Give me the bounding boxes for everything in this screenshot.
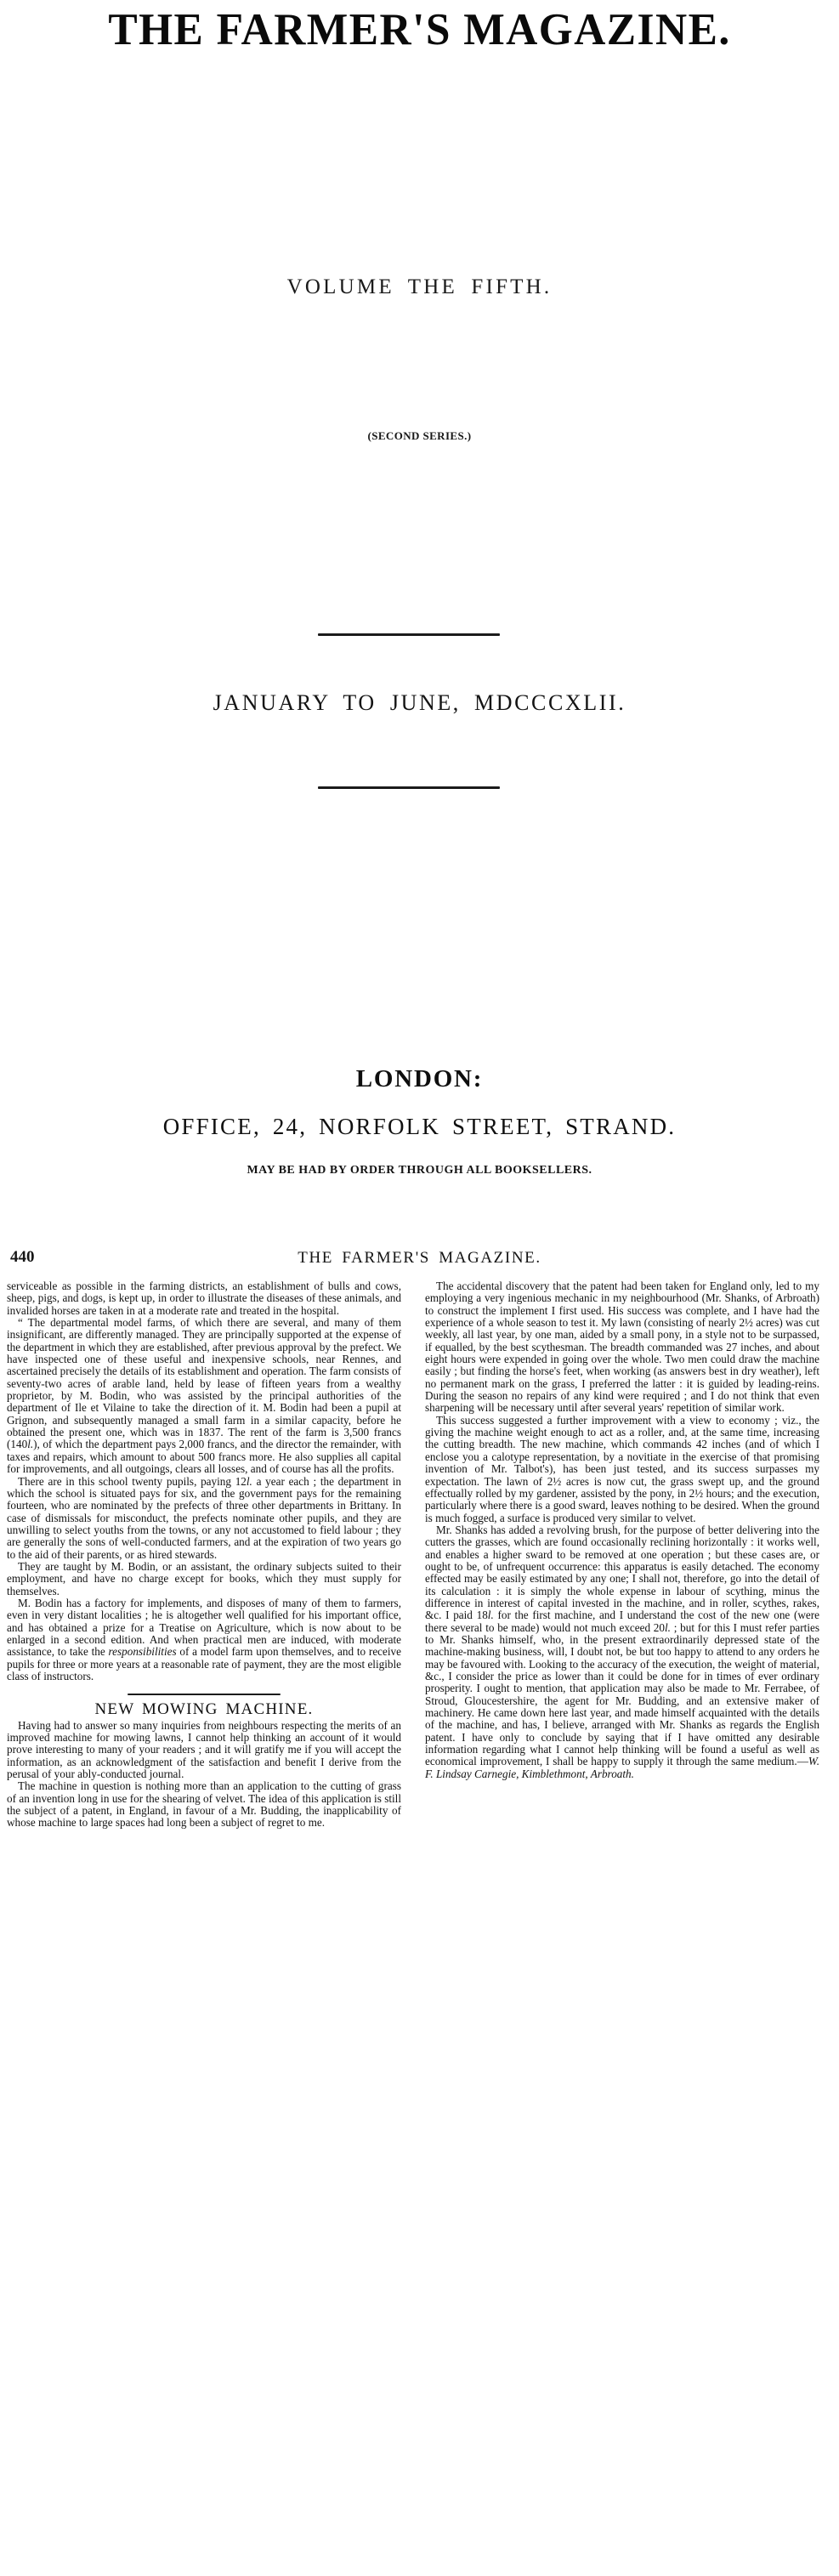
title-page-section	[0, 0, 839, 1243]
body-paragraph: “ The departmental model farms, of which there are several, and many of them insignificant, are differently managed. They are principally supported at the expense of the department in which they are established, after previous approval by the prefect. We have inspected one of these useful and inexpensive schools, near Rennes, and ascertained precisely the details of its establishment and operation. The farm consists of seventy-two acres of arable land, held by lease of fifteen years from a wealthy proprietor, by M. Bodin, who was assisted by the principal authorities of the department of Ile et Vilaine to take the direction of it. M. Bodin had been a pupil at Grignon, and subsequently managed a small farm in a similar capacity, before he obtained the present one, which was in 1837. The rent of the farm is 3,500 francs (140l.), of which the department pays 2,000 francs, and the director the remainder, with taxes and repairs, which amount to about 500 francs more. He also supplies all capital for improvements, and all outgoings, clears all losses, and of course has all the profits.	[7, 1316, 401, 1476]
date-range-statement: JANUARY TO JUNE, MDCCCXLII.	[213, 690, 626, 715]
body-paragraph: Mr. Shanks has added a revolving brush, for the purpose of better delivering into the cutters the grasses, which are found occasionally reclining horizontally : it works well, and enables a higher sward to be removed at one operation ; but these cases are, or ought to be, of unfrequent occurrence: this apparatus is easily detached. The economy effected may be easily estimated by any one; I shall not, therefore, go into the detail of its calculation : it is simply the whole expense in labour of scything, minus the difference in interest of capital invested in the machine, and in roller, scythes, rakes, &c. I paid 18l. for the first machine, and I understand the cost of the new one (were there several to be made) would not much exceed 20l. ; but for this I must refer parties to Mr. Shanks himself, who, in the present extraordinarily depressed state of the machine-making business, will, I doubt not, be but too happy to attend to any orders he may be favoured with. Looking to the accuracy of the execution, the weight of material, &c., I consider the price as lower than it could be done for in times of ever ordinary prosperity. I ought to mention, that application may also be made to Mr. Ferrabee, of Stroud, Gloucestershire, the agent for Mr. Budding, and an extensive maker of machinery. He came down here last year, and made himself acquainted with the details of the machine, and has, I believe, arranged with Mr. Shanks as regards the English patent. I have only to conclude by saying that if I have omitted any desirable information regarding what I cannot help thinking will be found a useful as well as economical improvement, I shall be happy to supply it through the same medium.—W. F. Lindsay Carnegie, Kimblethmont, Arbroath.	[425, 1523, 819, 1780]
body-paragraph: serviceable as possible in the farming districts, an establishment of bulls and cows, sheep, pigs, and dogs, is kept up, in order to illustrate the diseases of these animals, and invalided horses are taken in at a moderate rate and treated in the hospital.	[7, 1279, 401, 1317]
imprint-address: OFFICE, 24, NORFOLK STREET, STRAND.	[162, 1114, 677, 1139]
body-paragraph: They are taught by M. Bodin, or an assistant, the ordinary subjects suited to their employment, and have no charge except for books, which they must supply for themselves.	[7, 1559, 401, 1597]
decorative-rule-upper	[318, 633, 500, 636]
section-divider-rule	[128, 1694, 281, 1695]
body-paragraph: M. Bodin has a factory for implements, and disposes of many of them to farmers, even in very distant localities ; he is altogether well qualified for his important office, and has obtained a prize for a Treatise on Agriculture, which is now about to be enlarged in a second edition. And when practical men are induced, with moderate assistance, to take the responsibilities of a model farm upon themselves, and to receive pupils for three or more years at a reasonable rate of payment, they are the most eligible class of instructors.	[7, 1596, 401, 1682]
decorative-rule-lower	[318, 786, 500, 789]
body-paragraph: Having had to answer so many inquiries from neighbours respecting the merits of an improved machine for mowing lawns, I cannot help thinking an account of it would prove interesting to many of your readers ; and it will gratify me if you will accept the information, as an acknowledgment of the satisfaction and benefit I derive from the perusal of your ably-conducted journal.	[7, 1718, 401, 1781]
imprint-city: LONDON:	[355, 1065, 484, 1092]
imprint-booksellers-note: MAY BE HAD BY ORDER THROUGH ALL BOOKSELLERS.	[247, 1164, 592, 1177]
running-head	[0, 1248, 839, 1270]
body-paragraph: This success suggested a further improvement with a view to economy ; viz., the giving the machine weight enough to act as a roller, and, at the same time, increasing the cutting breadth. The new machine, which commands 42 inches (and of which I enclose you a calotype representation, by a novitiate in the exercise of that promising invention of Mr. Talbot's), has been just tested, and its success surpasses my expectation. The lawn of 2½ acres is now cut, the grass swept up, and the ground effectually rolled by my gardener, assisted by the pony, in 2½ hours; and the execution, particularly where there is a good sward, leaves nothing to be desired. When the ground is much fogged, a surface is produced very similar to velvet.	[425, 1413, 819, 1524]
left-text-column	[7, 1280, 401, 1830]
body-paragraph: There are in this school twenty pupils, paying 12l. a year each ; the department in which the school is situated pays for six, and the government pays for the remaining fourteen, who are nominated by the prefects of three other departments in Brittany. In case of dismissals for misconduct, the prefects nominate other pupils, and they are unwilling to select youths from the towns, or any not accustomed to field labour ; they are generally the sons of well-conducted farmers, and at the expiration of two years go to the aid of their parents, or as hired stewards.	[7, 1474, 401, 1561]
magazine-title: THE FARMER'S MAGAZINE.	[108, 5, 731, 54]
body-paragraph: The accidental discovery that the patent had been taken for England only, led to my employing a very ingenious mechanic in my neighbourhood (Mr. Shanks, of Arbroath) to construct the implement I first used. His success was complete, and I have had the experience of a whole season to test it. My lawn (consisting of nearly 2½ acres) was cut weekly, all last year, by one man, aided by a small pony, in a style not to be surpassed, if equalled, by the best scythesman. The breadth commanded was 27 inches, and about eight hours were expended in going over the whole. Two men could draw the machine easily ; but finding the horse's feet, when working (as answers best in dry weather), left no permanent mark on the grass, I preferred the latter : it is guided by leading-reins. During the season no repairs of any kind were required ; and I do not think that even sharpening will be necessary until after several years' repetition of similar work.	[425, 1279, 819, 1415]
page-folio-number: 440	[10, 1248, 35, 1266]
section-heading: NEW MOWING MACHINE.	[94, 1700, 314, 1719]
running-head-title: THE FARMER'S MAGAZINE.	[298, 1249, 541, 1267]
right-text-column	[425, 1280, 819, 1830]
two-column-body	[7, 1280, 832, 1830]
article-page-section	[0, 1243, 839, 2576]
volume-statement: VOLUME THE FIFTH.	[286, 275, 553, 298]
series-statement: (SECOND SERIES.)	[367, 429, 472, 442]
body-paragraph: The machine in question is nothing more than an application to the cutting of grass of an invention long in use for the shearing of velvet. The idea of this application is still the subject of a patent, in England, in favour of a Mr. Budding, the inapplicability of whose machine to large spaces had long been a subject of regret to me.	[7, 1779, 401, 1830]
